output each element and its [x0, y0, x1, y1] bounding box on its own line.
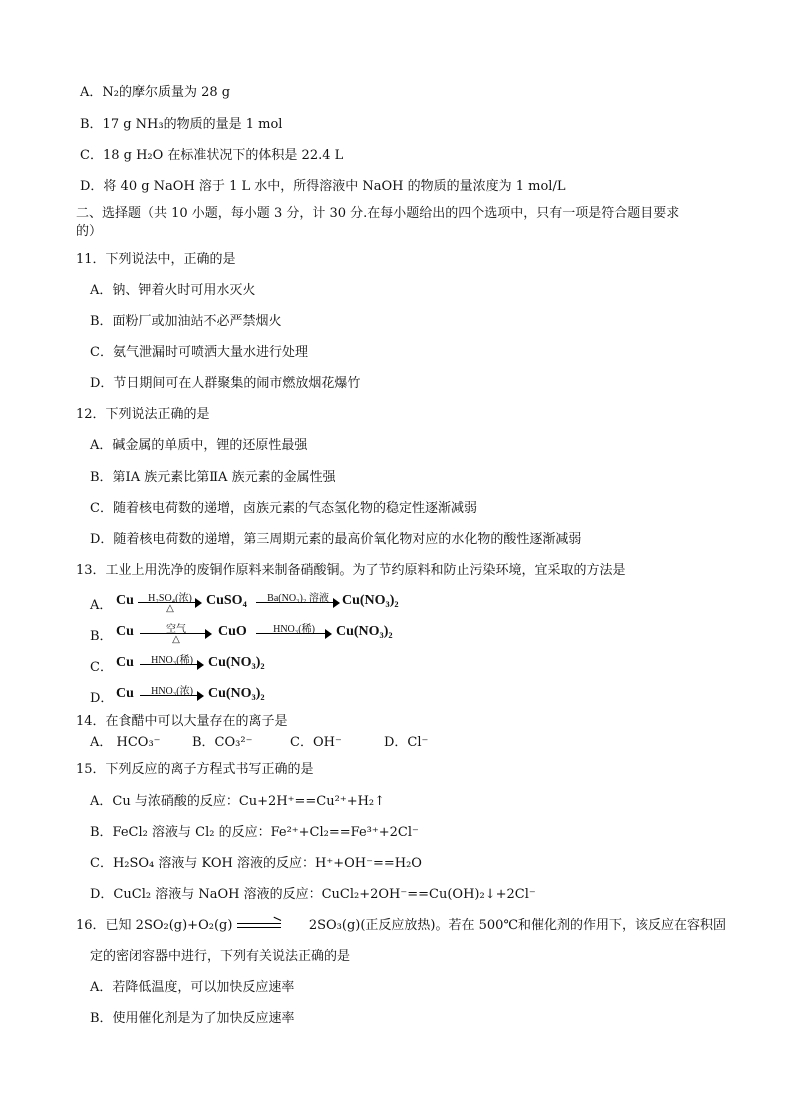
product: Cu(NO₃)₂ — [208, 686, 265, 701]
q12-option-a: A．碱金属的单质中，锂的还原性最强 — [90, 438, 308, 453]
reaction-arrow — [140, 622, 212, 644]
reactant: Cu — [116, 655, 134, 670]
q10-option-c: C．18 g H₂O 在标准状况下的体积是 22.4 L — [80, 148, 344, 163]
product: Cu(NO₃)₂ — [208, 655, 265, 670]
q15-stem: 15．下列反应的离子方程式书写正确的是 — [76, 762, 314, 777]
q14-option-b: B．CO₃²⁻ — [192, 735, 253, 750]
q12-option-d: D．随着核电荷数的递增，第三周期元素的最高价氧化物对应的水化物的酸性逐渐减弱 — [90, 532, 582, 547]
q13-option-b — [90, 622, 430, 644]
heat-symbol: △ — [172, 634, 180, 645]
section-heading-cont: 的） — [76, 224, 103, 239]
reaction-arrow — [256, 591, 340, 613]
q10-option-b: B．17 g NH₃的物质的量是 1 mol — [80, 117, 283, 132]
arrow-condition: HNO₃(稀) — [273, 624, 315, 635]
option-label: B． — [90, 629, 113, 644]
option-label: C． — [90, 660, 113, 675]
q11-option-d: D．节日期间可在人群聚集的闹市燃放烟花爆竹 — [90, 376, 361, 391]
equilibrium-arrow — [237, 921, 281, 931]
q16-stem-cont: 定的密闭容器中进行，下列有关说法正确的是 — [90, 949, 351, 964]
heat-symbol: △ — [166, 603, 174, 614]
arrow-condition: 空气 — [166, 624, 186, 635]
arrow-condition: H₂SO₄(浓) — [148, 593, 192, 604]
q15-option-b: B．FeCl₂ 溶液与 Cl₂ 的反应：Fe²⁺+Cl₂==Fe³⁺+2Cl⁻ — [90, 825, 419, 840]
q16-stem-right: 2SO₃(g)(正反应放热)。若在 500℃和催化剂的作用下，该反应在容积固 — [308, 918, 726, 933]
q15-option-a: A．Cu 与浓硝酸的反应：Cu+2H⁺==Cu²⁺+H₂↑ — [90, 794, 386, 809]
option-label: A． — [90, 598, 113, 613]
q15-option-c: C．H₂SO₄ 溶液与 KOH 溶液的反应：H⁺+OH⁻==H₂O — [90, 856, 422, 871]
q14-stem: 14．在食醋中可以大量存在的离子是 — [76, 714, 288, 729]
arrow-condition: HNO₃(稀) — [151, 655, 193, 666]
q16-stem-left: 16．已知 2SO₂(g)+O₂(g) — [76, 918, 233, 933]
q11-stem: 11．下列说法中，正确的是 — [76, 252, 236, 267]
product: Cu(NO₃)₂ — [336, 624, 393, 639]
q16-option-a: A．若降低温度，可以加快反应速率 — [90, 980, 295, 995]
q10-option-d: D．将 40 g NaOH 溶于 1 L 水中，所得溶液中 NaOH 的物质的量浓度为 1 mol/L — [80, 179, 566, 194]
reaction-arrow — [256, 622, 332, 644]
q16-stem — [76, 918, 726, 934]
reactant: Cu — [116, 686, 134, 701]
reaction-arrow — [140, 684, 204, 706]
q11-option-a: A．钠、钾着火时可用水灭火 — [90, 283, 256, 298]
section-heading: 二、选择题（共 10 小题，每小题 3 分，计 30 分.在每小题给出的四个选项中，只有一项是符合题目要求 — [76, 206, 680, 221]
q14-option-c: C．OH⁻ — [290, 735, 342, 750]
reactant: Cu — [116, 624, 134, 639]
q12-option-c: C．随着核电荷数的递增，卤族元素的气态氢化物的稳定性逐渐减弱 — [90, 501, 477, 516]
q10-option-a: A．N₂的摩尔质量为 28 g — [80, 85, 231, 100]
reactant: Cu — [116, 593, 134, 608]
q13-option-a — [90, 591, 430, 613]
intermediate: CuSO₄ — [206, 593, 247, 608]
q12-option-b: B．第ⅠA 族元素比第ⅡA 族元素的金属性强 — [90, 470, 336, 485]
intermediate: CuO — [218, 624, 247, 639]
option-label: D． — [90, 691, 114, 706]
q13-option-d — [90, 684, 390, 706]
reaction-arrow — [138, 591, 202, 613]
q14-option-a: A． HCO₃⁻ — [90, 735, 161, 750]
q13-option-c — [90, 653, 390, 675]
reaction-arrow — [140, 653, 204, 675]
q12-stem: 12．下列说法正确的是 — [76, 407, 210, 422]
q13-stem: 13．工业上用洗净的废铜作原料来制备硝酸铜。为了节约原料和防止污染环境，宜采取的方法是 — [76, 563, 626, 578]
arrow-condition: Ba(NO₃)₂ 溶液 — [267, 593, 329, 604]
arrow-condition: HNO₃(浓) — [151, 686, 193, 697]
q11-option-b: B．面粉厂或加油站不必严禁烟火 — [90, 314, 282, 329]
product: Cu(NO₃)₂ — [342, 593, 399, 608]
q11-option-c: C．氨气泄漏时可喷洒大量水进行处理 — [90, 345, 308, 360]
q15-option-d: D．CuCl₂ 溶液与 NaOH 溶液的反应：CuCl₂+2OH⁻==Cu(OH)₂↓+2Cl⁻ — [90, 887, 536, 902]
q16-option-b: B．使用催化剂是为了加快反应速率 — [90, 1011, 295, 1026]
q14-option-d: D．Cl⁻ — [384, 735, 429, 750]
